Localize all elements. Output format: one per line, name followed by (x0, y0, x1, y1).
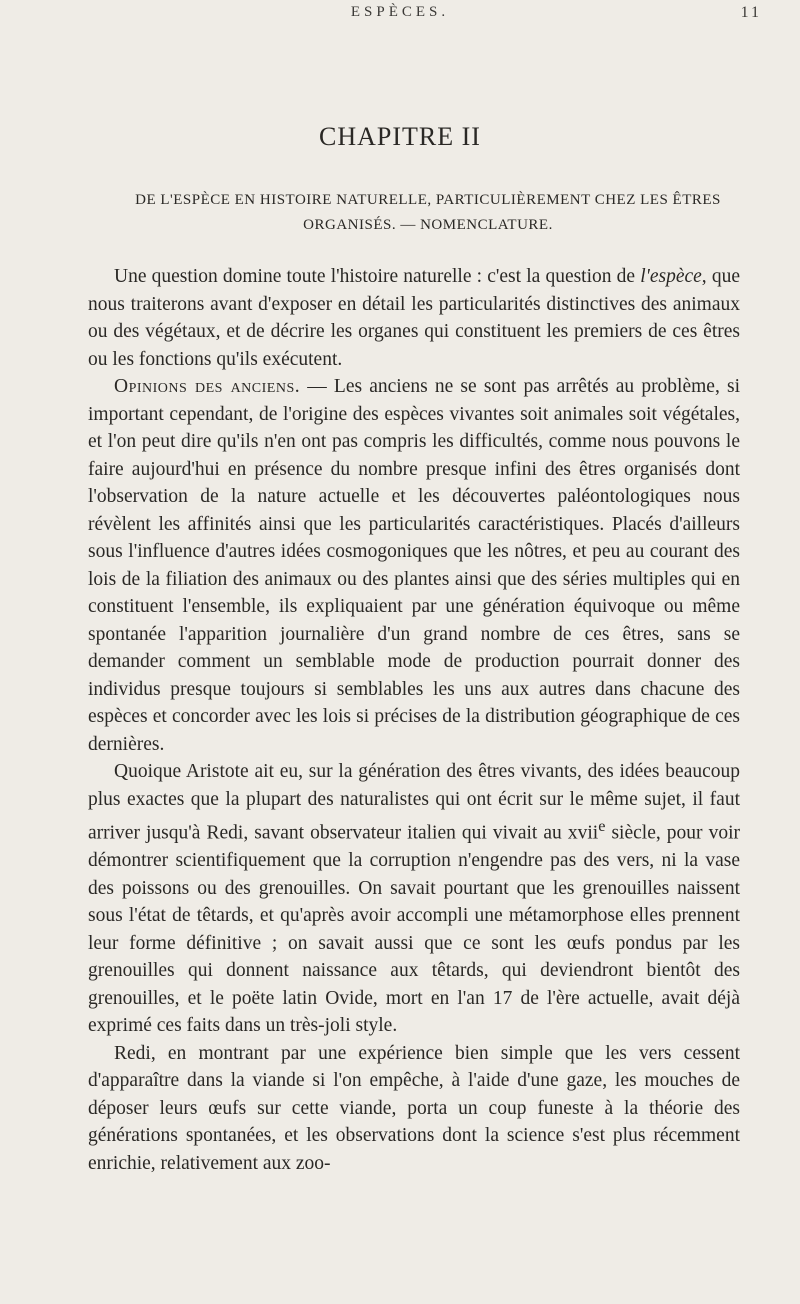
paragraph-text: Quoique Aristote ait eu, sur la génération des êtres vivants, des idées beaucoup plus exactes que la plupart des naturalistes qui ont écrit sur le même sujet, il faut arriver jusqu'à Redi, savant observateur italien qui vivait au xvii (88, 761, 740, 844)
paragraph-text: Redi, en montrant par une expérience bien simple que les vers cessent d'apparaître dans la viande si l'on empêche, à l'aide d'une gaze, les mouches de déposer leurs œufs sur cette viande, porta un coup funeste à la théorie des générations spontanées, et les observations dont la science s'est plus récemment enrichie, relativement aux zoo- (88, 1042, 740, 1174)
body-text (88, 263, 740, 1177)
paragraph-4 (88, 1040, 740, 1178)
paragraph-3 (88, 758, 740, 1040)
chapter-subtitle: DE L'ESPÈCE EN HISTOIRE NATURELLE, PARTICULIÈREMENT CHEZ LES ÊTRES ORGANISÉS. — NOMENCLATURE. (135, 192, 721, 233)
paragraph-text: Une question domine toute l'histoire naturelle : c'est la question de (114, 266, 641, 287)
section-heading: Opinions des anciens. (114, 376, 301, 397)
superscript: e (598, 817, 606, 835)
paragraph-text: siècle, pour voir démontrer scientifiquement que la corruption n'engendre pas des vers, ni la vase des poissons ou des grenouilles. On savait pourtant que les grenouilles naissent sous l'état de têtards, et qu'après avoir accompli une métamorphose elles prennent leur forme définitive ; on savait aussi que ce sont les œufs pondus par les grenouilles qui donnent naissance aux têtards, qui deviendront bientôt des grenouilles, et le poëte latin Ovide, mort en l'an 17 de l'ère actuelle, avait déjà exprimé ces faits dans un très-joli style. (88, 822, 740, 1036)
paragraph-text: — Les anciens ne se sont pas arrêtés au problème, si important cependant, de l'origine des espèces vivantes soit animales soit végétales, et l'on peut dire qu'ils n'en ont pas compris les difficultés, comme nous pouvons le faire aujourd'hui en présence du nombre presque infini des êtres organisés dont l'observation de la nature actuelle et les découvertes paléontologiques nous révèlent les affinités ainsi que les particularités caractéristiques. Placés d'ailleurs sous l'influence d'autres idées cosmogoniques que les nôtres, et peu au courant des lois de la filiation des animaux ou des plantes ainsi que des séries multiples qui en constituent l'ensemble, ils expliquaient par une génération équivoque ou même spontanée l'apparition journalière d'un grand nombre de ces êtres, sans se demander comment un semblable mode de production pourrait donner des individus presque toujours si semblables les uns aux autres dans chacune des espèces et concorder avec les lois si précises de la distribution géographique de ces dernières. (88, 376, 740, 755)
paragraph-text: , que nous traiterons avant d'exposer en détail les particularités distinctives des animaux ou des végétaux, et de décrire les organes qui constituent les premiers de ces êtres ou les fonctions qu'ils exécutent. (88, 266, 740, 370)
chapter-title: CHAPITRE II (319, 122, 481, 151)
running-title: ESPÈCES. (350, 4, 450, 20)
page-number: 11 (740, 4, 762, 21)
italic-term: l'espèce (640, 266, 702, 287)
paragraph-1 (88, 263, 740, 373)
paragraph-2 (88, 373, 740, 758)
